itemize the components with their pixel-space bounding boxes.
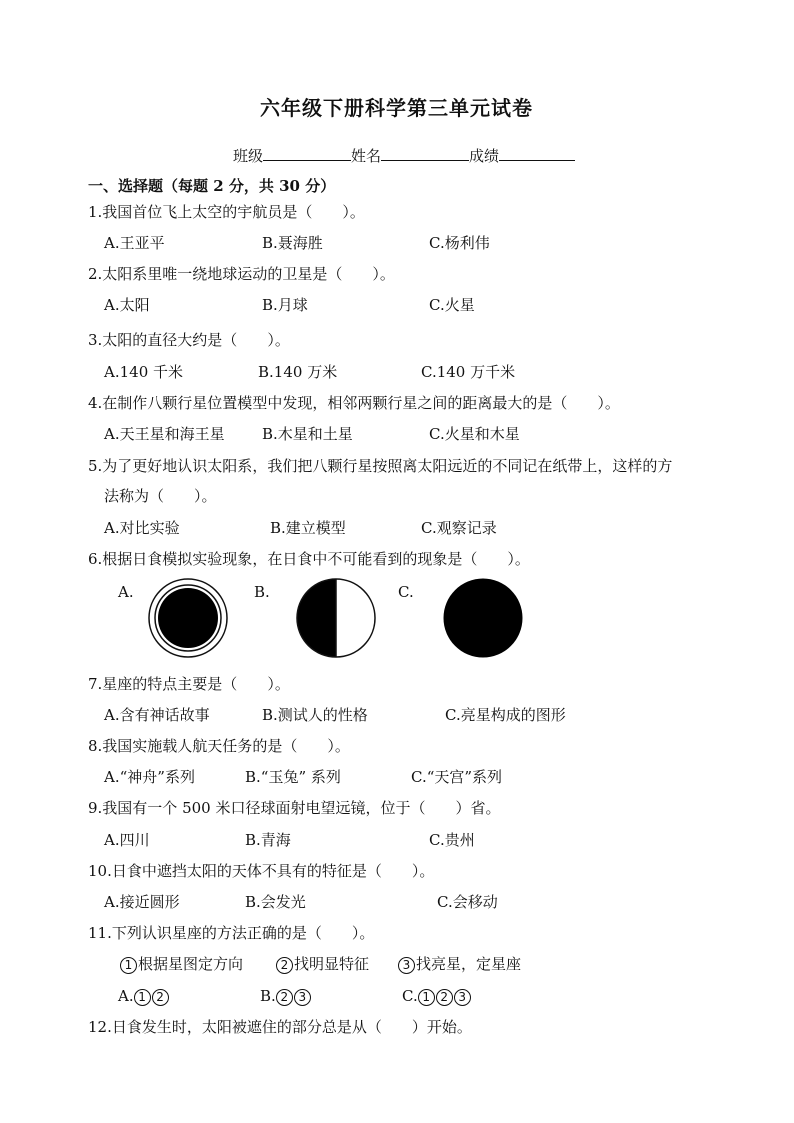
- student-info-line: [233, 145, 575, 166]
- q2-option-c[interactable]: C.火星: [429, 296, 475, 314]
- circled-number: 2: [152, 989, 169, 1006]
- question-7: 7.星座的特点主要是（ ）。: [88, 675, 290, 693]
- question-1: 1.我国首位飞上太空的宇航员是（ ）。: [88, 203, 365, 221]
- question-11: 11.下列认识星座的方法正确的是（ ）。: [88, 924, 375, 942]
- q7-option-a[interactable]: A.含有神话故事: [104, 706, 210, 724]
- statement-text: 找明显特征: [294, 955, 370, 973]
- q6-option-c[interactable]: C.: [398, 583, 414, 601]
- q5-option-b[interactable]: B.建立模型: [270, 519, 346, 537]
- q11-statement-1: [120, 954, 243, 974]
- q4-option-b[interactable]: B.木星和土星: [262, 425, 353, 443]
- circled-number: 1: [134, 989, 151, 1006]
- q3-option-b[interactable]: B.140 万米: [258, 363, 338, 381]
- q4-option-c[interactable]: C.火星和木星: [429, 425, 520, 443]
- circled-number: 1: [418, 989, 435, 1006]
- question-2: 2.太阳系里唯一绕地球运动的卫星是（ ）。: [88, 265, 395, 283]
- q11-option-c[interactable]: [402, 986, 472, 1006]
- statement-text: 根据星图定方向: [138, 955, 244, 973]
- class-label: 班级: [233, 147, 264, 165]
- q11-option-b[interactable]: [260, 986, 312, 1006]
- option-letter: A.: [118, 987, 134, 1005]
- class-blank[interactable]: [263, 145, 351, 161]
- name-label: 姓名: [351, 147, 382, 165]
- q9-option-c[interactable]: C.贵州: [429, 831, 475, 849]
- q1-option-a[interactable]: A.王亚平: [104, 234, 165, 252]
- q1-option-c[interactable]: C.杨利伟: [429, 234, 490, 252]
- q1-option-b[interactable]: B.聂海胜: [262, 234, 323, 252]
- q8-option-a[interactable]: A.“神舟”系列: [104, 768, 195, 786]
- q7-option-c[interactable]: C.亮星构成的图形: [445, 706, 566, 724]
- score-blank[interactable]: [499, 145, 575, 161]
- q6-option-b[interactable]: B.: [254, 583, 270, 601]
- question-5: 5.为了更好地认识太阳系，我们把八颗行星按照离太阳远近的不同记在纸带上，这样的方: [88, 457, 673, 475]
- circled-number: 2: [276, 957, 293, 974]
- q10-option-b[interactable]: B.会发光: [245, 893, 306, 911]
- question-10: 10.日食中遮挡太阳的天体不具有的特征是（ ）。: [88, 862, 435, 880]
- q10-option-a[interactable]: A.接近圆形: [104, 893, 180, 911]
- q3-option-a[interactable]: A.140 千米: [104, 363, 183, 381]
- q11-statement-2: [276, 954, 369, 974]
- q5-option-a[interactable]: A.对比实验: [104, 519, 180, 537]
- option-letter: C.: [402, 987, 418, 1005]
- question-12: 12.日食发生时，太阳被遮住的部分总是从（ ）开始。: [88, 1018, 472, 1036]
- q7-option-b[interactable]: B.测试人的性格: [262, 706, 368, 724]
- question-6: 6.根据日食模拟实验现象，在日食中不可能看到的现象是（ ）。: [88, 550, 530, 568]
- q6-option-a[interactable]: A.: [118, 583, 134, 601]
- q2-option-a[interactable]: A.太阳: [104, 296, 150, 314]
- statement-text: 找亮星，定星座: [416, 955, 522, 973]
- q3-option-c[interactable]: C.140 万千米: [421, 363, 516, 381]
- q10-option-c[interactable]: C.会移动: [437, 893, 498, 911]
- q11-option-a[interactable]: [118, 986, 170, 1006]
- circled-number: 3: [398, 957, 415, 974]
- circled-number: 1: [120, 957, 137, 974]
- question-5-line2: 法称为（ ）。: [104, 487, 217, 505]
- q8-option-b[interactable]: B.“玉兔” 系列: [245, 768, 341, 786]
- question-8: 8.我国实施载人航天任务的是（ ）。: [88, 737, 350, 755]
- q11-statement-3: [398, 954, 521, 974]
- option-letter: B.: [260, 987, 276, 1005]
- q4-option-a[interactable]: A.天王星和海王星: [104, 425, 225, 443]
- page-title: 六年级下册科学第三单元试卷: [260, 96, 533, 120]
- q2-option-b[interactable]: B.月球: [262, 296, 308, 314]
- question-9: 9.我国有一个 500 米口径球面射电望远镜，位于（ ）省。: [88, 799, 501, 817]
- q8-option-c[interactable]: C.“天宫”系列: [411, 768, 503, 786]
- eclipse-ring-icon: [146, 576, 230, 660]
- circled-number: 3: [454, 989, 471, 1006]
- name-blank[interactable]: [381, 145, 469, 161]
- question-4: 4.在制作八颗行星位置模型中发现，相邻两颗行星之间的距离最大的是（ ）。: [88, 394, 620, 412]
- eclipse-half-icon: [294, 576, 378, 660]
- circled-number: 3: [294, 989, 311, 1006]
- score-label: 成绩: [469, 147, 500, 165]
- circled-number: 2: [436, 989, 453, 1006]
- question-3: 3.太阳的直径大约是（ ）。: [88, 331, 290, 349]
- section-heading: 一、选择题（每题 2 分，共 30 分）: [88, 177, 336, 195]
- q5-option-c[interactable]: C.观察记录: [421, 519, 497, 537]
- eclipse-total-icon: [441, 576, 525, 660]
- circled-number: 2: [276, 989, 293, 1006]
- q9-option-b[interactable]: B.青海: [245, 831, 291, 849]
- q9-option-a[interactable]: A.四川: [104, 831, 150, 849]
